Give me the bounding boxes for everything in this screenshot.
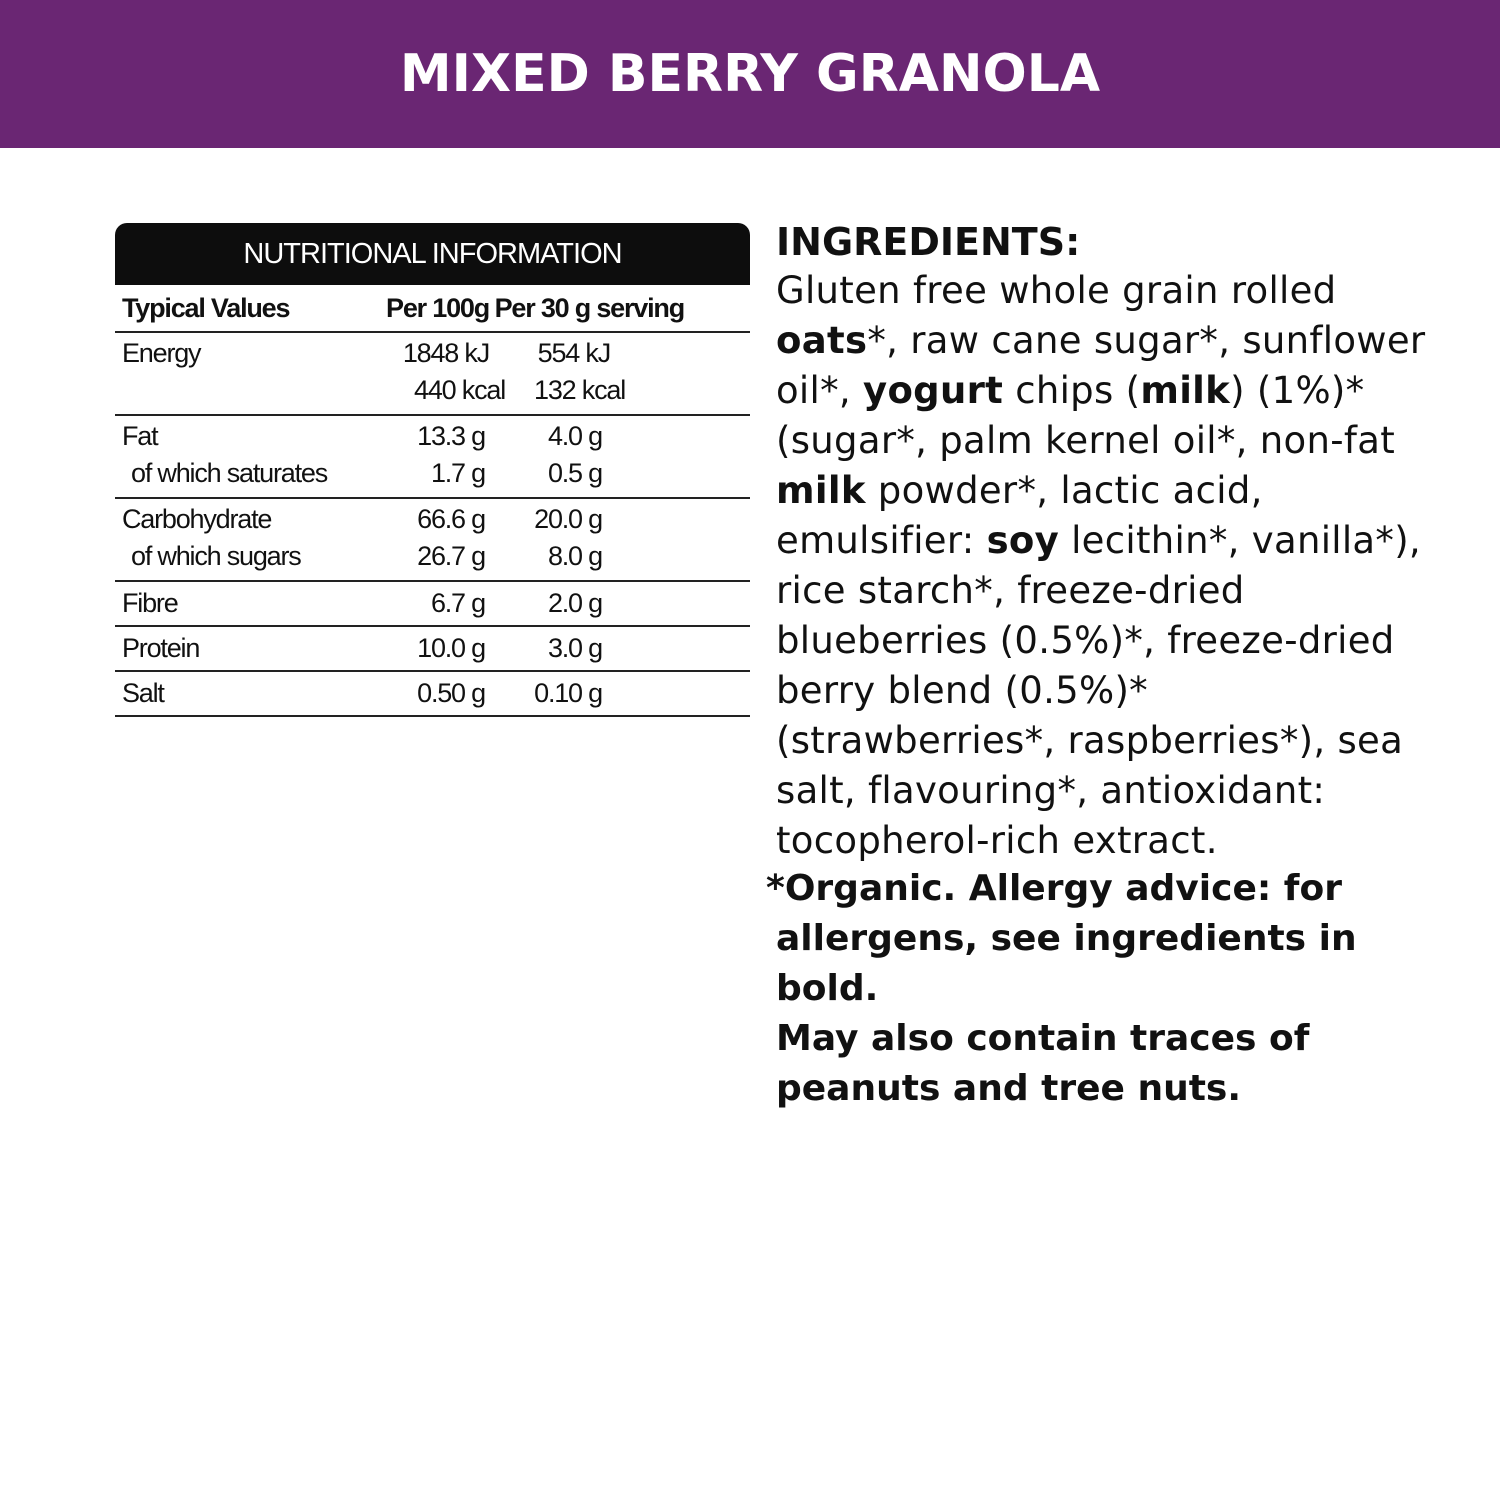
nutrition-row-energy — [115, 333, 750, 416]
allergy-line: allergens, see ingredients in bold. — [776, 918, 1357, 1009]
fibre-serving: 2.0 g — [547, 588, 602, 618]
nutrition-row-salt — [115, 672, 750, 717]
fibre-label: Fibre — [122, 588, 178, 618]
ingredients-line — [776, 766, 1476, 816]
product-title: MIXED BERRY GRANOLA — [399, 44, 1101, 104]
ingredient-text: (sugar*, palm kernel oil*, non-fat — [776, 419, 1396, 462]
nutrition-row-protein — [115, 627, 750, 672]
nutrition-row-fibre — [115, 582, 750, 627]
protein-serving: 3.0 g — [547, 633, 602, 663]
fat-serving: 4.0 g — [547, 421, 602, 451]
carbohydrate-per100: 66.6 g — [417, 504, 485, 534]
ingredients-line — [776, 366, 1476, 416]
header-per-serving: Per 30 g serving — [494, 292, 684, 323]
ingredient-text: ) (1%)* — [1230, 369, 1365, 412]
carbohydrate-serving: 20.0 g — [534, 504, 602, 534]
saturates-label: of which saturates — [131, 458, 328, 488]
fat-per100: 13.3 g — [417, 421, 485, 451]
ingredient-text: oil*, — [776, 369, 864, 412]
allergen-text: milk — [776, 469, 866, 512]
fat-label: Fat — [122, 421, 158, 451]
ingredient-text: blueberries (0.5%)*, freeze-dried — [776, 619, 1395, 662]
nutrition-header-row — [115, 285, 750, 333]
ingredient-text: *, raw cane sugar*, sunflower — [867, 319, 1426, 362]
allergen-text: soy — [986, 519, 1060, 562]
nutrition-table-title: NUTRITIONAL INFORMATION — [115, 223, 750, 285]
energy-kcal-per100: 440 kcal — [414, 375, 505, 405]
ingredients-title: INGREDIENTS: — [776, 220, 1081, 264]
ingredients-text — [776, 266, 1476, 866]
ingredients-section — [776, 218, 1476, 866]
saturates-per100: 1.7 g — [430, 458, 485, 488]
salt-serving: 0.10 g — [534, 678, 602, 708]
ingredients-line — [776, 716, 1476, 766]
ingredient-text: powder*, lactic acid, — [865, 469, 1263, 512]
allergen-text: yogurt — [863, 369, 1004, 412]
protein-label: Protein — [122, 633, 200, 663]
ingredients-line — [776, 466, 1476, 516]
ingredients-line — [776, 416, 1476, 466]
ingredients-line — [776, 666, 1476, 716]
energy-kj-serving: 554 kJ — [537, 338, 610, 368]
protein-per100: 10.0 g — [417, 633, 485, 663]
nutrition-table — [115, 223, 750, 717]
salt-label: Salt — [122, 678, 164, 708]
ingredients-line — [776, 516, 1476, 566]
ingredients-line — [776, 616, 1476, 666]
saturates-serving: 0.5 g — [547, 458, 602, 488]
allergy-line: peanuts and tree nuts. — [776, 1068, 1242, 1109]
ingredient-text: Gluten free whole grain rolled — [776, 269, 1337, 312]
energy-kcal-serving: 132 kcal — [534, 375, 625, 405]
ingredients-line — [776, 816, 1476, 866]
ingredients-line — [776, 566, 1476, 616]
ingredient-text: rice starch*, freeze-dried — [776, 569, 1245, 612]
energy-kj-per100: 1848 kJ — [402, 338, 489, 368]
ingredient-text: (strawberries*, raspberries*), sea — [776, 719, 1404, 762]
energy-label: Energy — [122, 338, 201, 368]
ingredient-text: emulsifier: — [776, 519, 987, 562]
allergen-text: milk — [1140, 369, 1231, 412]
title-banner — [0, 0, 1500, 148]
salt-per100: 0.50 g — [417, 678, 485, 708]
sugars-serving: 8.0 g — [547, 541, 602, 571]
allergy-line: *Organic. Allergy advice: for — [766, 868, 1342, 909]
nutrition-row-fat — [115, 416, 750, 499]
ingredient-text: chips ( — [1003, 369, 1141, 412]
header-per-100g: Per 100g — [386, 292, 489, 323]
ingredients-line — [776, 266, 1476, 316]
allergen-text: oats — [776, 319, 868, 362]
carbohydrate-label: Carbohydrate — [122, 504, 272, 534]
sugars-per100: 26.7 g — [417, 541, 485, 571]
ingredient-text: tocopherol-rich extract. — [776, 819, 1218, 862]
sugars-label: of which sugars — [131, 541, 301, 571]
fibre-per100: 6.7 g — [430, 588, 485, 618]
ingredients-line — [776, 316, 1476, 366]
allergy-line: May also contain traces of — [776, 1018, 1310, 1059]
ingredient-text: salt, flavouring*, antioxidant: — [776, 769, 1326, 812]
ingredient-text: lecithin*, vanilla*), — [1059, 519, 1421, 562]
allergy-advice — [766, 864, 1466, 1114]
ingredient-text: berry blend (0.5%)* — [776, 669, 1148, 712]
header-typical-values: Typical Values — [122, 292, 290, 323]
nutrition-row-carbohydrate — [115, 499, 750, 582]
